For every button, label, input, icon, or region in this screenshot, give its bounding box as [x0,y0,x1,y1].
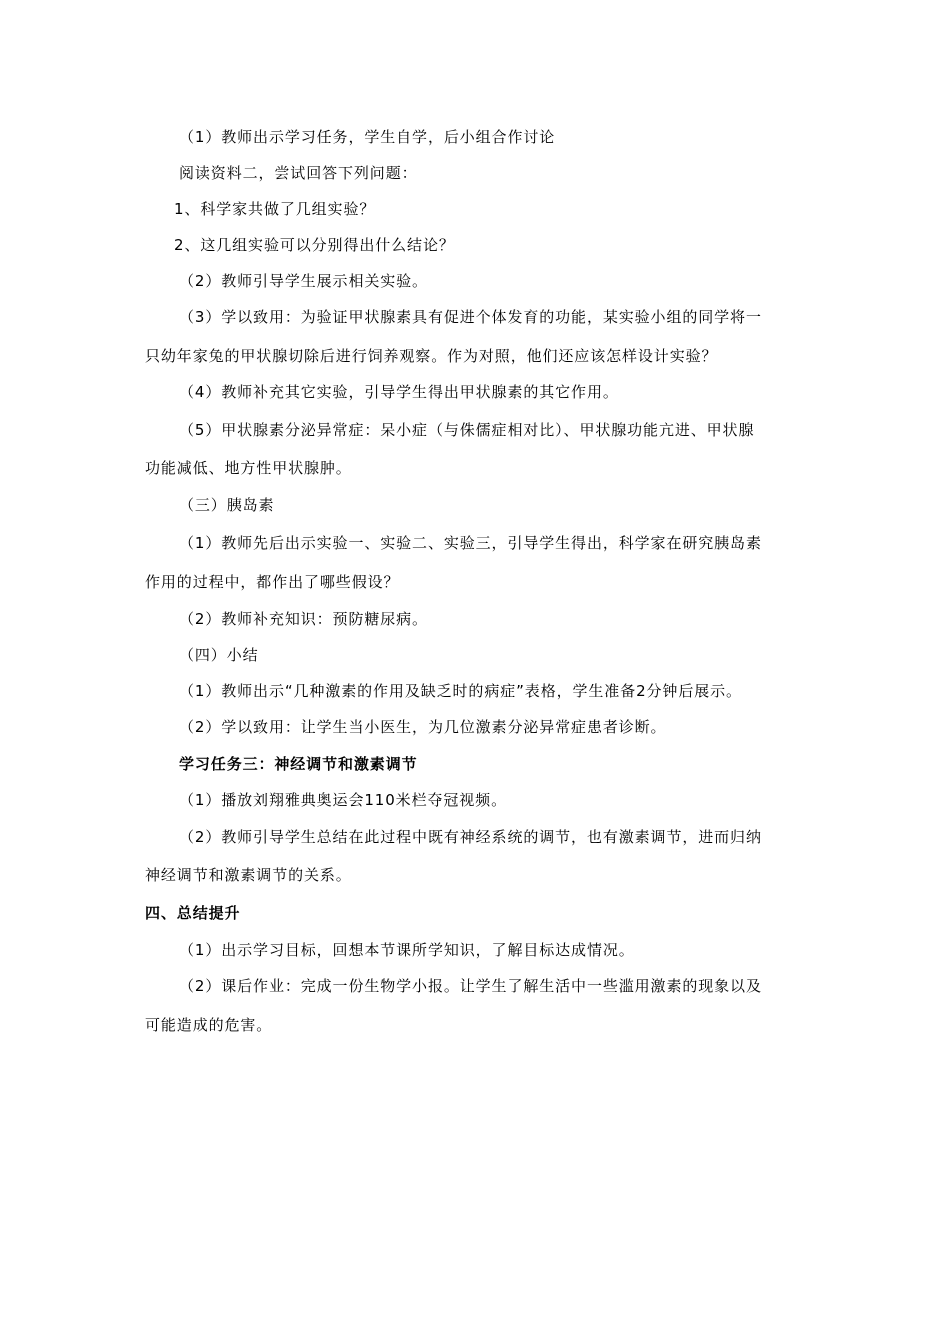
paragraph-conclusion-2: （2）课后作业：完成一份生物学小报。让学生了解生活中一些滥用激素的现象以及 [179,977,762,995]
paragraph-task3-2-cont: 神经调节和激素调节的关系。 [145,866,352,884]
paragraph-task3-1: （1）播放刘翔雅典奥运会110米栏夺冠视频。 [179,791,507,809]
paragraph-step-5-cont: 功能减低、地方性甲状腺肿。 [145,459,352,477]
paragraph-conclusion-1: （1）出示学习目标，回想本节课所学知识，了解目标达成情况。 [179,941,635,959]
question-1: 1、科学家共做了几组实验？ [174,200,376,218]
paragraph-summary-1: （1）教师出示“几种激素的作用及缺乏时的病症”表格，学生准备2分钟后展示。 [179,682,742,700]
paragraph-task-intro: （1）教师出示学习任务，学生自学，后小组合作讨论 [179,128,556,146]
paragraph-step-3-cont: 只幼年家兔的甲状腺切除后进行饲养观察。作为对照，他们还应该怎样设计实验？ [145,347,718,365]
heading-section-4: 四、总结提升 [145,904,241,922]
paragraph-step-5: （5）甲状腺素分泌异常症：呆小症（与侏儒症相对比）、甲状腺功能亢进、甲状腺 [179,421,755,439]
paragraph-step-4: （4）教师补充其它实验，引导学生得出甲状腺素的其它作用。 [179,383,619,401]
section-heading-insulin: （三）胰岛素 [179,496,275,514]
paragraph-insulin-1: （1）教师先后出示实验一、实验二、实验三，引导学生得出，科学家在研究胰岛素 [179,534,762,552]
paragraph-step-3: （3）学以致用：为验证甲状腺素具有促进个体发育的功能，某实验小组的同学将一 [179,308,762,326]
paragraph-task3-2: （2）教师引导学生总结在此过程中既有神经系统的调节，也有激素调节，进而归纳 [179,828,762,846]
paragraph-conclusion-2-cont: 可能造成的危害。 [145,1016,273,1034]
paragraph-summary-2: （2）学以致用：让学生当小医生，为几位激素分泌异常症患者诊断。 [179,718,667,736]
paragraph-step-2: （2）教师引导学生展示相关实验。 [179,272,428,290]
question-2: 2、这几组实验可以分别得出什么结论？ [174,236,455,254]
heading-task-3: 学习任务三：神经调节和激素调节 [179,755,418,773]
paragraph-read-material: 阅读资料二，尝试回答下列问题： [179,164,418,182]
paragraph-insulin-1-cont: 作用的过程中，都作出了哪些假设？ [145,573,400,591]
paragraph-insulin-2: （2）教师补充知识：预防糖尿病。 [179,610,428,628]
section-heading-summary: （四）小结 [179,646,259,664]
